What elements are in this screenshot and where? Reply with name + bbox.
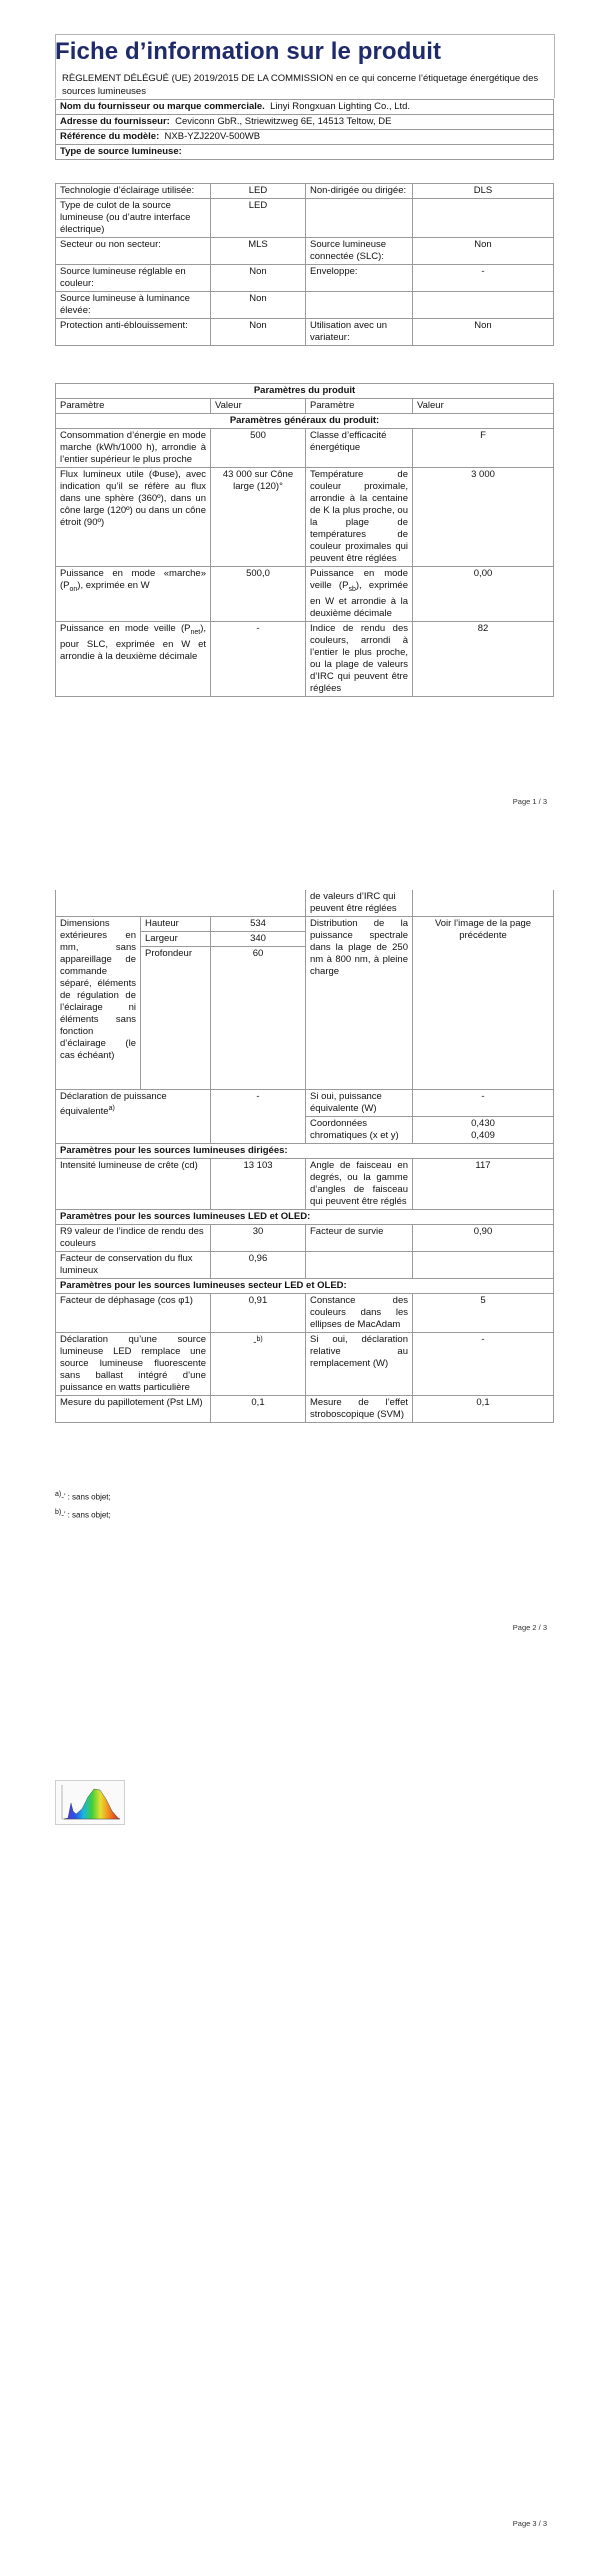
depth-value: 60 [211, 947, 306, 1090]
equivalent-power-watts-value: - [413, 1090, 554, 1117]
energy-class-label: Classe d’efficacité énergétique [306, 429, 413, 468]
type-row [56, 199, 554, 238]
type-param-value: LED [211, 184, 306, 199]
product-parameters-title: Paramètres du produit [56, 384, 554, 399]
type-param-value: LED [211, 199, 306, 238]
regulation-reference: RÈGLEMENT DÉLÉGUÉ (UE) 2019/2015 DE LA COMMISSION en ce qui concerne l’étiquetage énergétique des sources lumineuses [55, 72, 555, 98]
peak-intensity-label: Intensité lumineuse de crête (cd) [56, 1159, 211, 1210]
type-param-value-2: DLS [413, 184, 554, 199]
power-factor-label: Facteur de déphasage (cos φ1) [56, 1294, 211, 1333]
type-row [56, 184, 554, 199]
model-value: NXB-YZJ220V-500WB [164, 131, 261, 142]
supplier-name-row [56, 100, 554, 115]
cri-label-continued: de valeurs d’IRC qui peuvent être réglées [306, 890, 413, 917]
general-parameters-title: Paramètres généraux du produit: [56, 414, 554, 429]
type-param-value-2: Non [413, 319, 554, 346]
spectral-distribution-image [55, 1780, 125, 1825]
model-row [56, 130, 554, 145]
equivalent-power-label: Déclaration de puissance équivalente$^{a)}$ [56, 1090, 211, 1144]
type-param-label-2 [306, 199, 413, 238]
equivalent-power-watts-label: Si oui, puissance équivalente (W) [306, 1090, 413, 1117]
beam-angle-label: Angle de faisceau en degrés, ou la gamme d’angles de faisceau qui peuvent être réglés [306, 1159, 413, 1210]
depth-label: Profondeur [141, 947, 211, 1090]
footnote-a: a)-’ : sans objet; [55, 1491, 111, 1502]
spectral-distribution-label: Distribution de la puissance spectrale dans la plage de 250 nm à 800 nm, à pleine charge [306, 917, 413, 1090]
width-value: 340 [211, 932, 306, 947]
cri-label: Indice de rendu des couleurs, arrondi à l’entier le plus proche, ou la plage de valeurs d’IRC qui peuvent être réglées [306, 621, 413, 696]
document-title: Fiche d’information sur le produit [55, 38, 442, 65]
fluorescent-replacement-value: -$^{b)}$ [211, 1333, 306, 1396]
page-2 [0, 830, 603, 1660]
width-label: Largeur [141, 932, 211, 947]
energy-consumption-value: 500 [211, 429, 306, 468]
type-param-value-2 [413, 199, 554, 238]
type-row [56, 238, 554, 265]
col-header-parameter-2: Paramètre [306, 399, 413, 414]
color-temperature-value: 3 000 [413, 468, 554, 567]
flicker-value: 0,1 [211, 1396, 306, 1423]
stroboscopic-value: 0,1 [413, 1396, 554, 1423]
chromaticity-x: 0,430 [471, 1118, 495, 1129]
type-param-value: Non [211, 292, 306, 319]
type-param-label: Protection anti-éblouissement: [56, 319, 211, 346]
type-param-label: Secteur ou non secteur: [56, 238, 211, 265]
stroboscopic-label: Mesure de l’effet stroboscopique (SVM) [306, 1396, 413, 1423]
equivalent-power-value: - [211, 1090, 306, 1144]
col-header-parameter: Paramètre [56, 399, 211, 414]
type-table [55, 183, 554, 346]
directed-section-title: Paramètres pour les sources lumineuses dirigées: [56, 1144, 554, 1159]
light-source-type-header: Type de source lumineuse: [56, 145, 554, 160]
replacement-watts-label: Si oui, déclaration relative au remplacement (W) [306, 1333, 413, 1396]
page-3 [0, 1660, 603, 2560]
type-param-label: Type de culot de la source lumineuse (ou d’autre interface électrique) [56, 199, 211, 238]
r9-value: 30 [211, 1225, 306, 1252]
energy-class-value: F [413, 429, 554, 468]
lumen-maintenance-label: Facteur de conservation du flux lumineux [56, 1252, 211, 1279]
page-number-1: Page 1 / 3 [512, 797, 547, 806]
type-param-value-2 [413, 292, 554, 319]
chromaticity-y: 0,409 [471, 1130, 495, 1141]
spectral-distribution-value: Voir l’image de la page précédente [413, 917, 554, 1090]
useful-flux-value: 43 000 sur Cône large (120)° [211, 468, 306, 567]
beam-angle-value: 117 [413, 1159, 554, 1210]
model-label: Référence du modèle: [60, 131, 160, 142]
led-section-title: Paramètres pour les sources lumineuses LED et OLED: [56, 1210, 554, 1225]
type-param-value: Non [211, 265, 306, 292]
supplier-address-value: Ceviconn GbR., Striewitzweg 6E, 14513 Teltow, DE [175, 116, 392, 127]
page-number-2: Page 2 / 3 [512, 1623, 547, 1632]
networked-standby-label: Puissance en mode veille $(P_{net})$, pour SLC, exprimée en W et arrondie à la deuxième décimale [56, 621, 211, 696]
supplier-address-row [56, 115, 554, 130]
lumen-maintenance-value: 0,96 [211, 1252, 306, 1279]
useful-flux-label: Flux lumineux utile (Φuse), avec indication qu’il se réfère au flux dans une sphère (360º), dans un cône large (120º) ou dans un cône étroit (90º) [56, 468, 211, 567]
supplier-table [55, 99, 554, 160]
dimensions-label: Dimensions extérieures en mm, sans appareillage de commande séparé, éléments de régulation de l’éclairage ni éléments sans fonction d’éclairage (le cas échéant) [56, 917, 141, 1090]
cri-value: 82 [413, 621, 554, 696]
supplier-address-label: Adresse du fournisseur: [60, 116, 170, 127]
peak-intensity-value: 13 103 [211, 1159, 306, 1210]
col-header-value-2: Valeur [413, 399, 554, 414]
type-param-label-2: Non-dirigée ou dirigée: [306, 184, 413, 199]
chromaticity-label: Coordonnées chromatiques (x et y) [306, 1117, 413, 1144]
parameters-table-continued [55, 890, 554, 1423]
col-header-value: Valeur [211, 399, 306, 414]
type-param-label: Source lumineuse réglable en couleur: [56, 265, 211, 292]
type-param-value-2: - [413, 265, 554, 292]
power-factor-value: 0,91 [211, 1294, 306, 1333]
type-row [56, 265, 554, 292]
type-row [56, 292, 554, 319]
supplier-name-label: Nom du fournisseur ou marque commerciale. [60, 101, 265, 112]
type-param-label: Source lumineuse à luminance élevée: [56, 292, 211, 319]
mains-section-title: Paramètres pour les sources lumineuses secteur LED et OLED: [56, 1279, 554, 1294]
on-mode-power-label: Puissance en mode «marche» $(P_{on})$, exprimée en W [56, 567, 211, 622]
type-param-label-2: Enveloppe: [306, 265, 413, 292]
macadam-value: 5 [413, 1294, 554, 1333]
type-param-value-2: Non [413, 238, 554, 265]
survival-factor-label: Facteur de survie [306, 1225, 413, 1252]
macadam-label: Constance des couleurs dans les ellipses de MacAdam [306, 1294, 413, 1333]
replacement-watts-value: - [413, 1333, 554, 1396]
networked-standby-value: - [211, 621, 306, 696]
standby-power-value: 0,00 [413, 567, 554, 622]
page-number-3: Page 3 / 3 [512, 2519, 547, 2528]
color-temperature-label: Température de couleur proximale, arrondie à la centaine de K la plus proche, ou la plage de températures de couleur proximales qui peuvent être réglées [306, 468, 413, 567]
standby-power-label: Puissance en mode veille $(P_{sb})$, exprimée en W et arrondie à la deuxième décimale [306, 567, 413, 622]
energy-consumption-label: Consommation d’énergie en mode marche (kWh/1000 h), arrondie à l’entier supérieur le plus proche [56, 429, 211, 468]
r9-label: R9 valeur de l’indice de rendu des couleurs [56, 1225, 211, 1252]
type-param-value: MLS [211, 238, 306, 265]
chromaticity-value [413, 1117, 554, 1144]
type-param-label-2: Source lumineuse connectée (SLC): [306, 238, 413, 265]
parameters-table [55, 383, 554, 697]
flicker-label: Mesure du papillotement (Pst LM) [56, 1396, 211, 1423]
type-param-label-2 [306, 292, 413, 319]
supplier-name-value: Linyi Rongxuan Lighting Co., Ltd. [270, 101, 411, 112]
type-param-value: Non [211, 319, 306, 346]
height-label: Hauteur [141, 917, 211, 932]
fluorescent-replacement-label: Déclaration qu’une source lumineuse LED remplace une source lumineuse fluorescente sans ballast intégré d’une puissance en watts particulière [56, 1333, 211, 1396]
type-param-label-2: Utilisation avec un variateur: [306, 319, 413, 346]
on-mode-power-value: 500,0 [211, 567, 306, 622]
type-param-label: Technologie d’éclairage utilisée: [56, 184, 211, 199]
footnote-b: b)-’ : sans objet; [55, 1509, 111, 1520]
page-1 [0, 0, 603, 830]
height-value: 534 [211, 917, 306, 932]
survival-factor-value: 0,90 [413, 1225, 554, 1252]
type-row [56, 319, 554, 346]
